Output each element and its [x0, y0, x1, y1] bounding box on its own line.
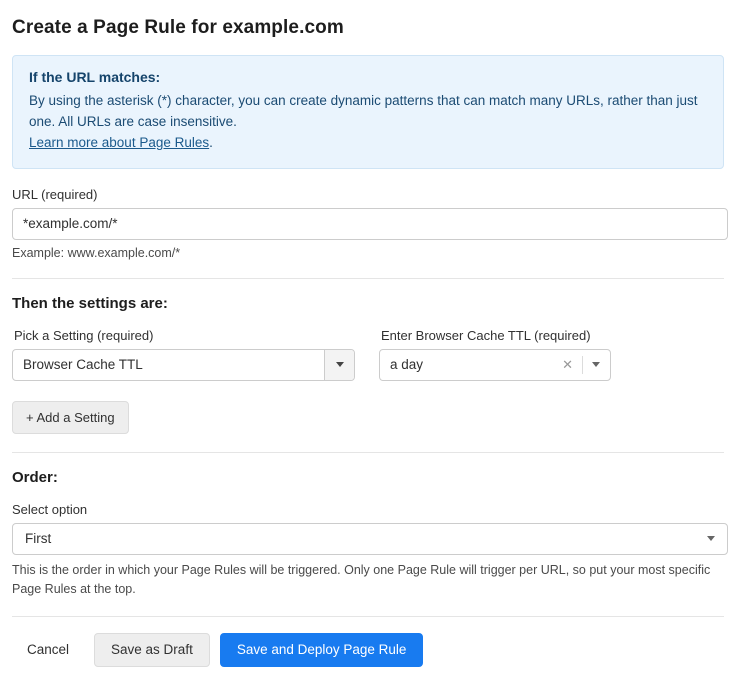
- order-select-label: Select option: [12, 501, 88, 517]
- order-heading: Order:: [12, 468, 58, 486]
- url-match-callout: [12, 55, 724, 169]
- learn-more-page-rules-link[interactable]: Learn more about Page Rules: [29, 134, 210, 150]
- settings-heading: Then the settings are:: [12, 294, 168, 312]
- pick-setting-group: [12, 328, 355, 381]
- chevron-down-icon[interactable]: [592, 362, 600, 367]
- order-select-value: First: [25, 531, 52, 547]
- url-field-label: URL (required): [12, 186, 98, 202]
- divider-footer: [12, 616, 724, 617]
- chevron-down-icon[interactable]: [707, 536, 715, 541]
- url-help-text: Example: www.example.com/*: [12, 245, 181, 260]
- chevron-down-icon[interactable]: [324, 350, 354, 380]
- callout-body-text: By using the asterisk (*) character, you can create dynamic patterns that can match many URLs, rather than just one. All URLs are case insensitive.: [29, 93, 698, 129]
- add-setting-button[interactable]: + Add a Setting: [12, 401, 129, 434]
- pick-setting-label: Pick a Setting (required): [14, 327, 154, 343]
- url-input[interactable]: [12, 208, 728, 240]
- divider-order: [12, 452, 724, 453]
- callout-body: [29, 91, 701, 154]
- clear-icon[interactable]: ✕: [562, 357, 573, 373]
- setting-value-select[interactable]: [379, 349, 611, 381]
- cancel-button[interactable]: Cancel: [12, 633, 84, 667]
- callout-link-suffix: .: [209, 134, 213, 150]
- order-select[interactable]: [12, 523, 728, 555]
- callout-title: If the URL matches:: [29, 69, 161, 85]
- settings-row: [12, 328, 726, 381]
- pick-setting-value: Browser Cache TTL: [23, 357, 143, 373]
- setting-value-text: a day: [390, 357, 424, 373]
- select-separator: [582, 356, 583, 374]
- page-title: Create a Page Rule for example.com: [12, 17, 344, 38]
- form-actions: [12, 633, 726, 667]
- divider-settings: [12, 278, 724, 279]
- save-as-draft-button[interactable]: Save as Draft: [94, 633, 210, 667]
- save-and-deploy-button[interactable]: Save and Deploy Page Rule: [220, 633, 424, 667]
- pick-setting-select[interactable]: [12, 349, 355, 381]
- setting-value-label: Enter Browser Cache TTL (required): [381, 327, 591, 343]
- setting-value-group: [379, 328, 611, 381]
- order-help-text: This is the order in which your Page Rules will be triggered. Only one Page Rule will trigger per URL, so put your most specific Page Rules at the top.: [12, 562, 711, 596]
